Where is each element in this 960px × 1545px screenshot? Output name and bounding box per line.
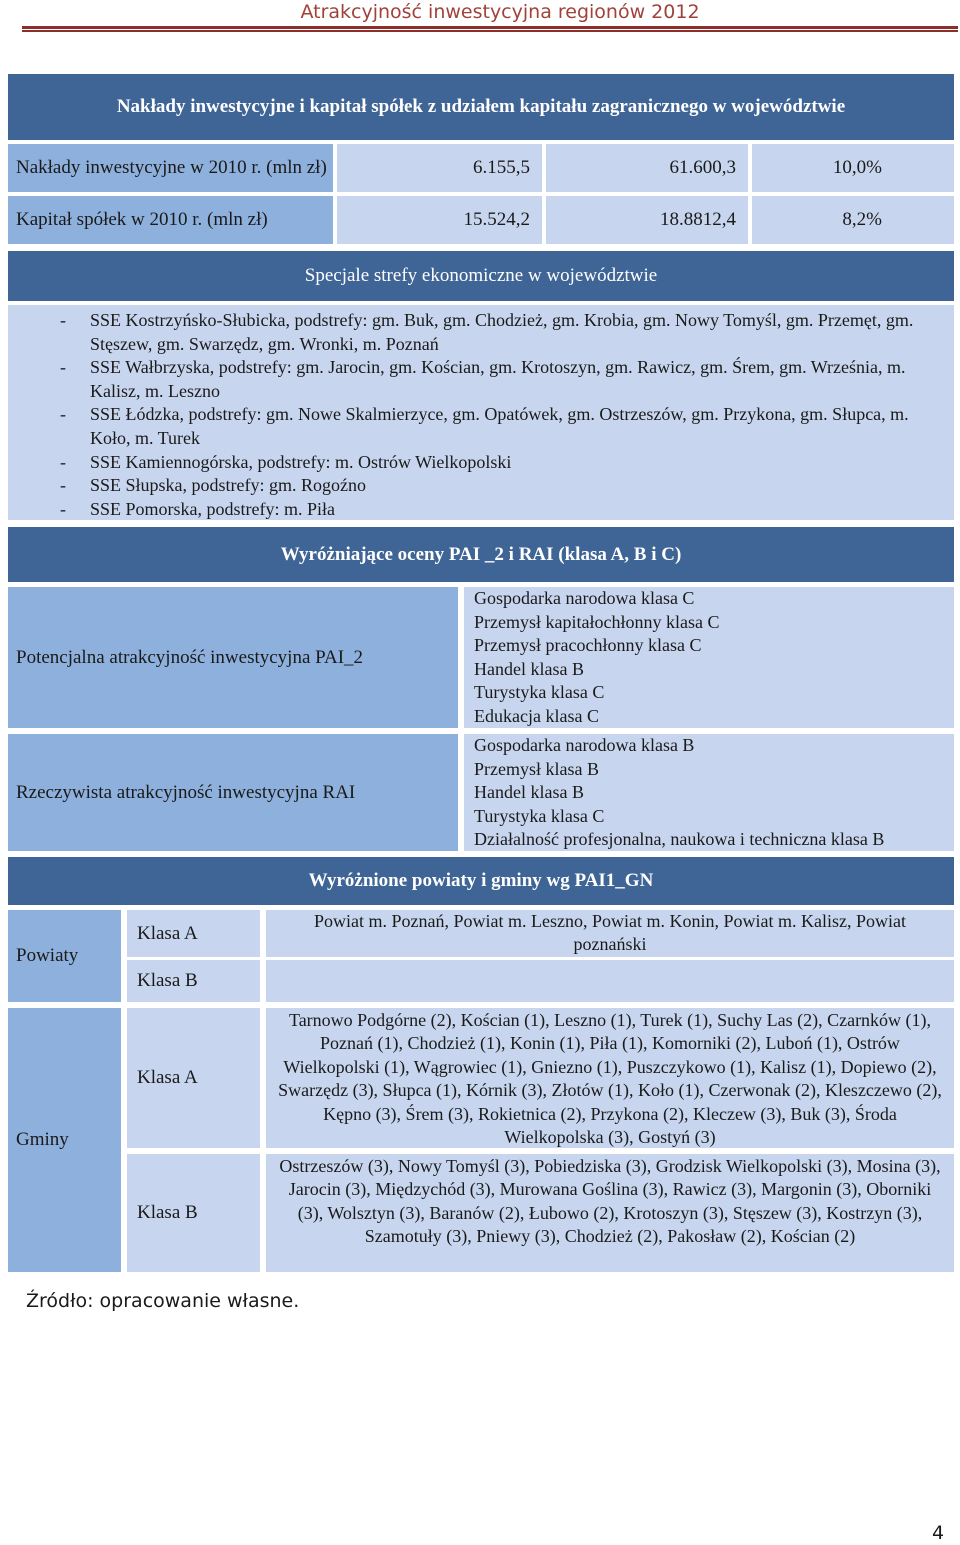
list-item: Przemysł pracochłonny klasa C	[474, 635, 702, 656]
sse-list	[8, 305, 954, 520]
list-item: Turystyka klasa C	[474, 682, 605, 703]
list-item: Przemysł klasa B	[474, 758, 599, 779]
invest-row-2-value-2: 18.8812,4	[546, 196, 748, 244]
gminy-klasa-a-label: Klasa A	[127, 1008, 260, 1148]
invest-row-1-value-1: 6.155,5	[337, 144, 542, 192]
list-item: - SSE Słupska, podstrefy: gm. Rogoźno	[60, 475, 367, 496]
invest-row-2-value-3: 8,2%	[752, 196, 954, 244]
pai-grades-list	[464, 587, 954, 728]
invest-row-2-value-1: 15.524,2	[337, 196, 542, 244]
powiaty-klasa-b-label: Klasa B	[127, 960, 260, 1002]
list-item: Edukacja klasa C	[474, 705, 599, 726]
page-number: 4	[932, 1522, 945, 1544]
powiaty-gminy-title: Wyróżnione powiaty i gminy wg PAI1_GN	[8, 857, 954, 905]
rai-label: Rzeczywista atrakcyjność inwestycyjna RAI	[8, 734, 458, 851]
gminy-klasa-a-list: Tarnowo Podgórne (2), Kościan (1), Leszno (1), Turek (1), Suchy Las (2), Czarnków (1), Poznań (1), Chodzież (1), Konin (1), Piła (1), Komorniki (2), Luboń (1), Ostrów Wielkopolski (1), Wągrowiec (1), Gniezno (1), Puszczykowo (1), Kalisz (1), Dopiewo (2), Swarzędz (3), Słupca (1), Kórnik (3), Złotów (1), Koło (1), Czerwonak (2), Kleszczewo (2), Kępno (3), Śrem (3), Rokietnica (2), Przykona (2), Kleczew (3), Buk (3), Środa Wielkopolska (3), Gostyń (3)	[266, 1008, 954, 1148]
list-item: - SSE Wałbrzyska, podstrefy: gm. Jarocin, gm. Kościan, gm. Krotoszyn, gm. Rawicz, gm. Śrem, gm. Września, m. Kalisz, m. Leszno	[60, 357, 906, 401]
list-item: Przemysł kapitałochłonny klasa C	[474, 611, 720, 632]
invest-row-1-value-2: 61.600,3	[546, 144, 748, 192]
rai-grades-list	[464, 734, 954, 851]
powiaty-klasa-a-label: Klasa A	[127, 910, 260, 957]
powiaty-klasa-b-list	[266, 960, 954, 1002]
list-item: - SSE Pomorska, podstrefy: m. Piła	[60, 498, 336, 519]
powiaty-klasa-a-list: Powiat m. Poznań, Powiat m. Leszno, Powiat m. Konin, Powiat m. Kalisz, Powiat poznański	[266, 910, 954, 957]
gminy-klasa-b-label: Klasa B	[127, 1154, 260, 1272]
header-rule	[22, 26, 958, 29]
invest-table-title: Nakłady inwestycyjne i kapitał spółek z udziałem kapitału zagranicznego w województwie	[8, 74, 954, 140]
list-item: Działalność profesjonalna, naukowa i techniczna klasa B	[474, 829, 885, 850]
list-item: - SSE Łódzka, podstrefy: gm. Nowe Skalmierzyce, gm. Opatówek, gm. Ostrzeszów, gm. Przykona, gm. Słupca, m. Koło, m. Turek	[60, 404, 909, 448]
list-item: Handel klasa B	[474, 782, 584, 803]
list-item: - SSE Kostrzyńsko-Słubicka, podstrefy: gm. Buk, gm. Chodzież, gm. Krobia, gm. Nowy Tomyśl, gm. Przemęt, gm. Stęszew, gm. Swarzędz, gm. Wronki, m. Poznań	[60, 310, 914, 354]
invest-row-1-label: Nakłady inwestycyjne w 2010 r. (mln zł)	[8, 144, 333, 192]
list-item: Handel klasa B	[474, 658, 584, 679]
running-header: Atrakcyjność inwestycyjna regionów 2012	[300, 1, 700, 23]
source-note: Źródło: opracowanie własne.	[26, 1290, 300, 1312]
grades-title: Wyróżniające oceny PAI _2 i RAI (klasa A, B i C)	[8, 527, 954, 582]
list-item: Gospodarka narodowa klasa C	[474, 588, 695, 608]
header-rule-thin	[22, 30, 958, 32]
gminy-klasa-b-list: Ostrzeszów (3), Nowy Tomyśl (3), Pobiedziska (3), Grodzisk Wielkopolski (3), Mosina (3), Jarocin (3), Międzychód (3), Murowana Goślina (3), Rawicz (3), Margonin (3), Oborniki (3), Wolsztyn (3), Baranów (2), Łubowo (2), Krotoszyn (3), Stęszew (3), Kostrzyn (3), Szamotuły (3), Pniewy (3), Chodzież (2), Pakosław (2), Kościan (2)	[266, 1154, 954, 1272]
sse-title: Specjale strefy ekonomiczne w województwie	[8, 251, 954, 301]
pai-label: Potencjalna atrakcyjność inwestycyjna PAI_2	[8, 587, 458, 728]
invest-row-2-label: Kapitał spółek w 2010 r. (mln zł)	[8, 196, 333, 244]
list-item: - SSE Kamiennogórska, podstrefy: m. Ostrów Wielkopolski	[60, 451, 512, 472]
list-item: Gospodarka narodowa klasa B	[474, 735, 695, 755]
invest-row-1-value-3: 10,0%	[752, 144, 954, 192]
powiaty-label: Powiaty	[8, 910, 121, 1002]
list-item: Turystyka klasa C	[474, 805, 605, 826]
gminy-label: Gminy	[8, 1008, 121, 1272]
